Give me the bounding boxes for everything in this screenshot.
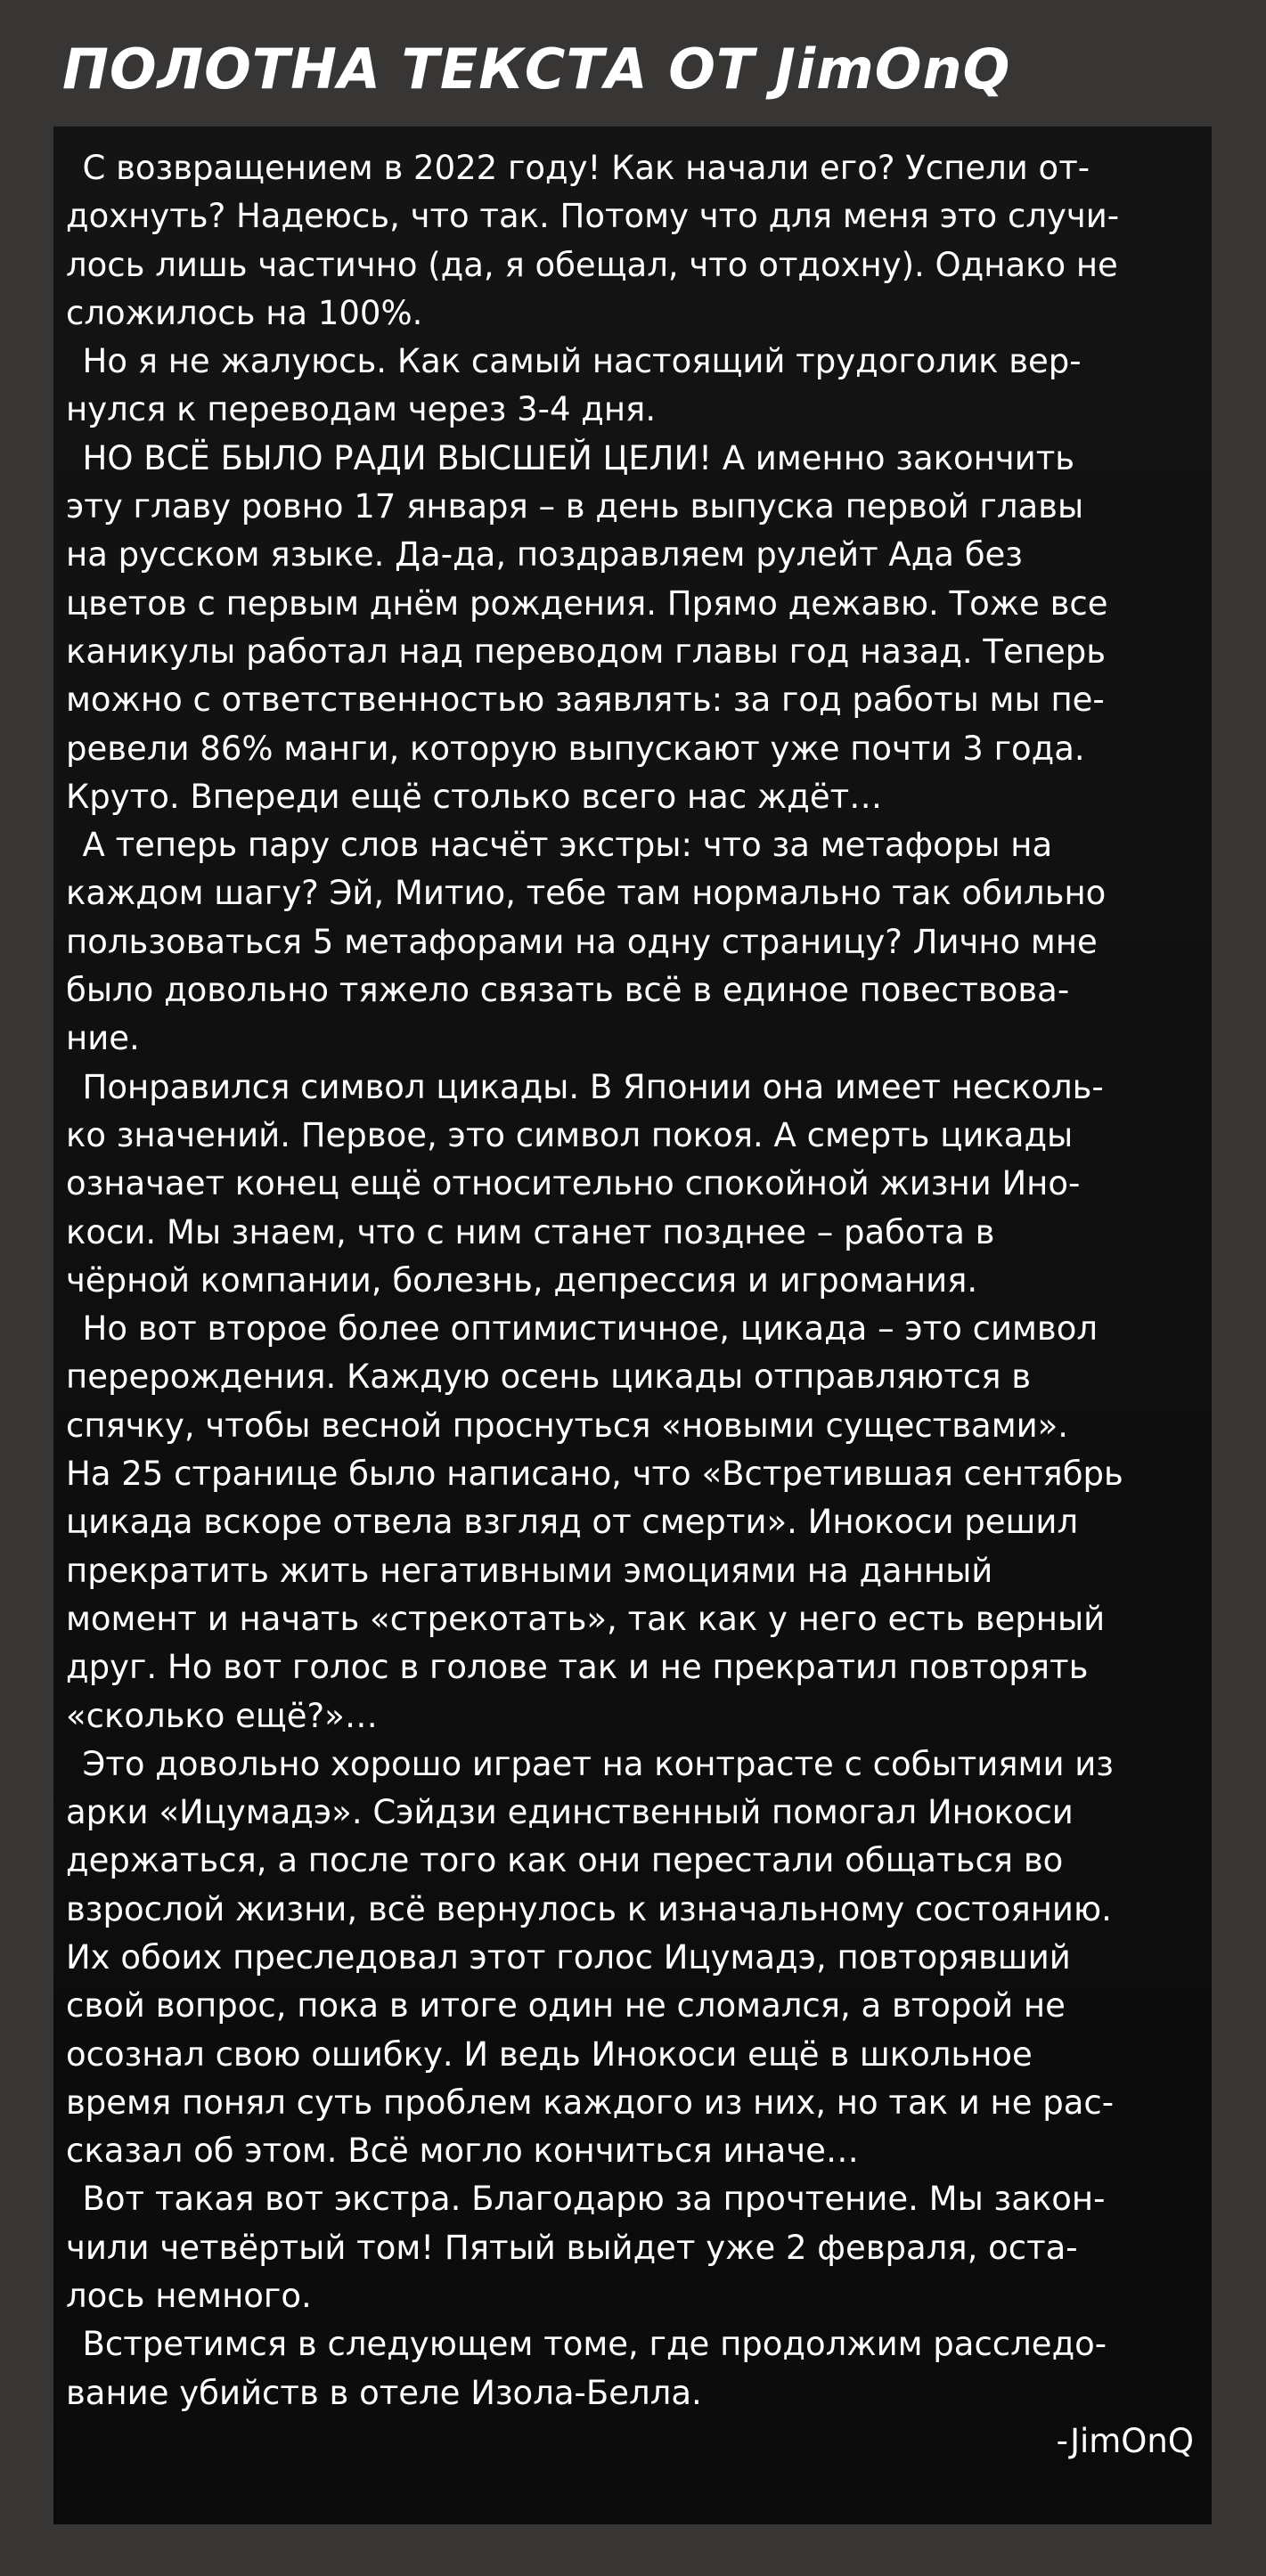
paragraph-1: С возвращением в 2022 году! Как начали его? Успели от- дохнуть? Надеюсь, что так. Потому что для меня это случи- лось лишь частично (да, я обещал, что отдохну). Однако не сложилось на 100%. — [66, 149, 1120, 332]
page-title: ПОЛОТНА ТЕКСТА ОТ JimOnQ — [62, 37, 1011, 102]
author-signature: -JimOnQ — [1056, 2421, 1194, 2460]
paragraph-7: Это довольно хорошо играет на контрасте с событиями из арки «Ицумадэ». Сэйдзи единственный помогал Инокоси держаться, а после того как они перестали общаться во взрослой жизни, всё вернулось к изначальному состоянию. Их обоих преследовал этот голос Ицумадэ, повторявший свой вопрос, пока в итоге один не сломался, а второй не осознал свою ошибку. И ведь Инокоси ещё в школьное время понял суть проблем каждого из них, но так и не рас- сказал об этом. Всё могло кончиться иначе… — [66, 1744, 1115, 2171]
text-panel — [53, 126, 1212, 2524]
paragraph-3: НО ВСЁ БЫЛО РАДИ ВЫСШЕЙ ЦЕЛИ! А именно закончить эту главу ровно 17 января – в день выпуска первой главы на русском языке. Да-да, поздравляем рулейт Ада без цветов с первым днём рождения. Прямо дежавю. Тоже все каникулы работал над переводом главы год назад. Теперь можно с ответственностью заявлять: за год работы мы пе- ревели 86% манги, которую выпускают уже почти 3 года. Круто. Впереди ещё столько всего нас ждёт… — [66, 438, 1108, 816]
page-header — [62, 27, 1221, 125]
paragraph-5: Понравился символ цикады. В Японии она имеет несколь- ко значений. Первое, это символ покоя. А смерть цикады означает конец ещё относительно спокойной жизни Ино- коси. Мы знаем, что с ним станет позднее – работа в чёрной компании, болезнь, депрессия и игромания. — [66, 1067, 1104, 1300]
paragraph-9: Встретимся в следующем томе, где продолжим расследо- вание убийств в отеле Изола-Белла. — [66, 2325, 1107, 2412]
paragraph-8: Вот такая вот экстра. Благодарю за прочтение. Мы закон- чили четвёртый том! Пятый выйдет уже 2 февраля, оста- лось немного. — [66, 2180, 1106, 2316]
paragraph-4: А теперь пару слов насчёт экстры: что за метафоры на каждом шагу? Эй, Митио, тебе там нормально так обильно пользоваться 5 метафорами на одну страницу? Лично мне было довольно тяжело связать всё в единое повествова- ние. — [66, 826, 1107, 1058]
paragraph-6: Но вот второе более оптимистичное, цикада – это символ перерождения. Каждую осень цикады отправляются в спячку, чтобы весной проснуться «новыми существами». На 25 странице было написано, что «Встретившая сентябрь цикада вскоре отвела взгляд от смерти». Инокоси решил прекратить жить негативными эмоциями на данный момент и начать «стрекотать», так как у него есть верный друг. Но вот голос в голове так и не прекратил повторять «сколько ещё?»… — [66, 1309, 1123, 1735]
paragraph-2: Но я не жалуюсь. Как самый настоящий трудоголик вер- нулся к переводам через 3-4 дня. — [66, 342, 1082, 429]
